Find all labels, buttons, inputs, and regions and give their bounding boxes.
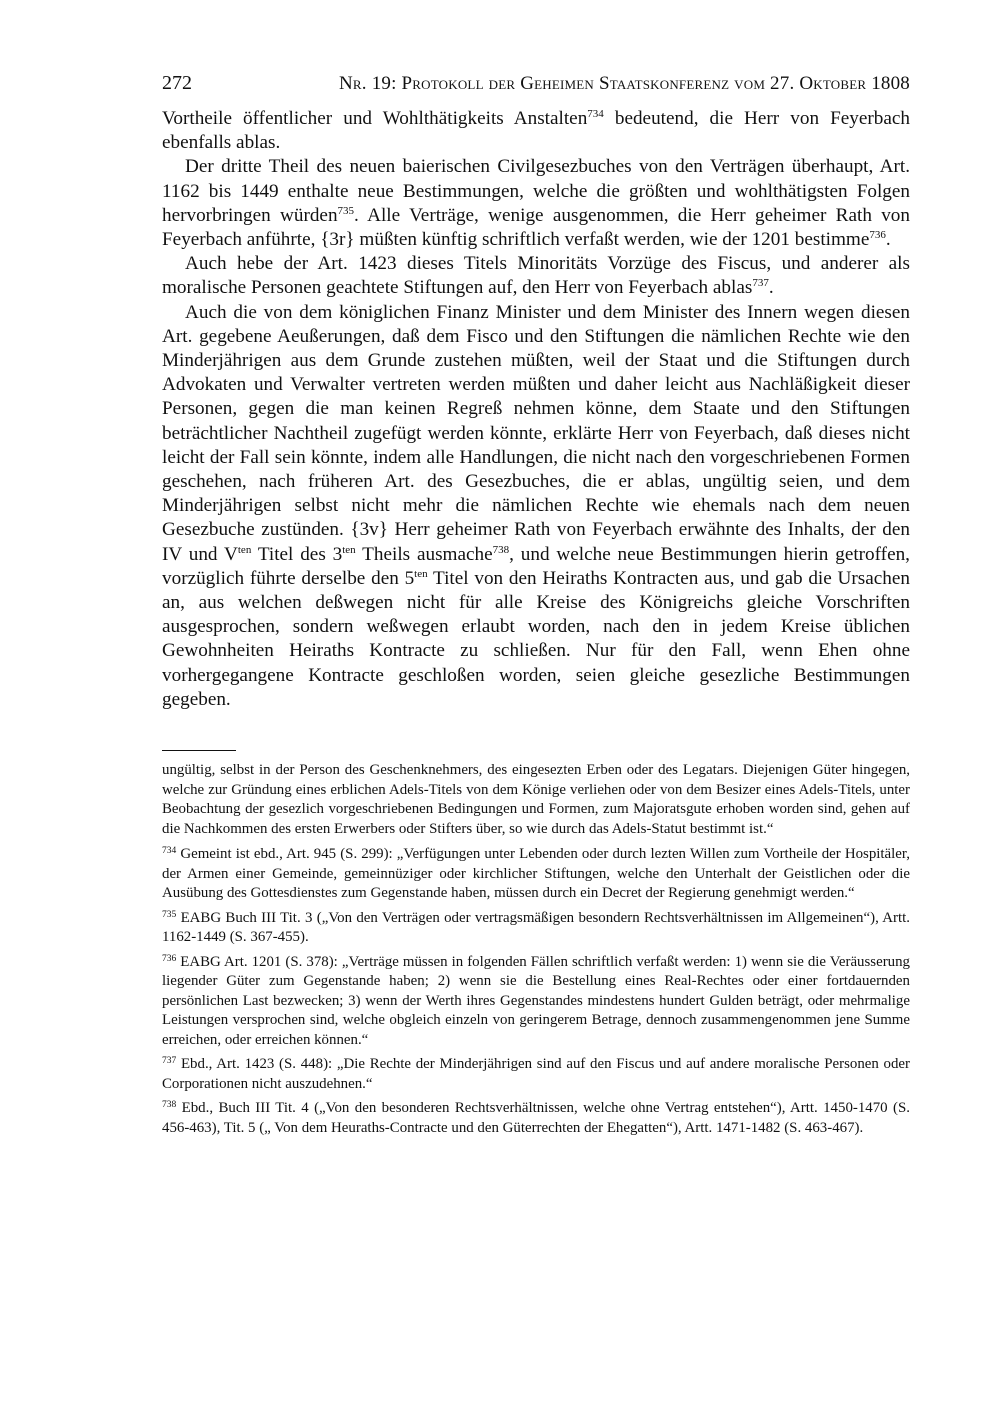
footnotes [162,761,910,1138]
footnote-separator [162,750,236,751]
text-run: Theils ausmache [355,543,493,565]
footnote-738 [162,1099,910,1138]
footnote-number: 734 [162,846,177,857]
footnote-text: Ebd., Buch III Tit. 4 („Von den besonderen Rechtsverhältnissen, welche ohne Vertrag entstehen“), Artt. 1450-1470 (S. 456-463), Tit. 5 („ Von dem Heuraths-Contracte und den Güterrechten der Ehegatten“), Artt. 1471-1482 (S. 463-467). [162,1100,910,1136]
paragraph-4 [162,301,910,712]
ordinal-suffix: ten [414,567,428,580]
footnote-number: 736 [162,953,177,964]
footnote-number: 738 [162,1100,177,1111]
footnote-text: Ebd., Art. 1423 (S. 448): „Die Rechte der Minderjährigen sind auf den Fiscus und auf andere moralische Personen oder Corporationen nicht auszudehnen.“ [162,1056,910,1092]
text-run: . Alle Verträge, wenige ausgenommen, die Herr geheimer Rath von Feyerbach anführte, {3r} müßten künftig schriftlich verfaßt werden, wie der 1201 bestimme [162,204,910,251]
footnote-ref[interactable]: 735 [337,204,355,217]
footnote-ref[interactable]: 736 [869,229,886,242]
main-text [162,107,910,712]
text-run: Auch hebe der Art. 1423 dieses Titels Minoritäts Vorzüge des Fiscus, und anderer als moralische Personen geachtete Stiftungen auf, den Herr von Feyerbach ablas [162,253,910,299]
text-run: . [768,277,774,299]
footnote-736 [162,953,910,1051]
footnote-737 [162,1055,910,1094]
footnote-734 [162,845,910,904]
text-run: , und welche neue Bestimmungen hierin getroffen, vorzüglich führte derselbe den 5 [162,543,910,589]
ordinal-suffix: ten [237,543,252,556]
footnote-text: Gemeint ist ebd., Art. 945 (S. 299): „Verfügungen unter Lebenden oder durch lezten Willen zum Vortheile der Hospitäler, der Armen einer Gemeinde, gemeinnüziger oder kirchlicher Stiftungen, welche den Unterhalt der Geistlichen oder die Ausübung des Gottesdienstes zum Gegenstande haben, müssen durch ein Decret der Regierung genehmigt werden.“ [162,846,910,902]
footnote-735 [162,909,910,948]
footnote-ref[interactable]: 734 [587,108,604,120]
paragraph-2 [162,155,910,252]
footnote-ref[interactable]: 737 [752,277,769,290]
document-page [162,70,910,1143]
footnote-number: 737 [162,1056,177,1067]
text-run: Vortheile öffentlicher und Wohlthätigkeits Anstalten [162,108,588,129]
page-header [162,70,910,97]
running-title: Nr. 19: Protokoll der Geheimen Staatskonferenz vom 27. Oktober 1808 [339,73,910,94]
ordinal-suffix: ten [342,543,356,556]
footnote-continuation: ungültig, selbst in der Person des Geschenknehmers, des eingesezten Erben oder des Legatars. Diejenigen Güter hingegen, welche zur Gründung eines erblichen Adels-Titels von dem Könige verliehen oder von dem Besizer eines Adels-Titels, unter Beobachtung der gesezlich vorgeschriebenen Bedingungen und Formen, zum Majoratsgute erhoben worden sind, gehen auf die Nachkommen des ersten Erwerbers oder Stifters über, so wie durch das Adels-Statut bestimmt ist.“ [162,762,910,837]
text-run: Titel von den Heiraths Kontracten aus, und gab die Ursachen an, aus welchen deßwegen nicht für alle Kreise des Königreichs gleiche Vorschriften ausgesprochen, sondern weßwegen erlaubt worden, nach den in jedem Kreise üblichen Gewohnheiten Heiraths Kontracte zu schließen. Nur für den Fall, wenn Ehen ohne vorhergegangene Kontracte geschloßen worden, seien gleiche gesezliche Bestimmungen gegeben. [162,567,910,710]
text-run: Der dritte Theil des neuen baierischen Civilgesezbuches von den Verträgen überhaupt, Art. 1162 bis 1449 enthalte neue Bestimmungen, welche die größten und wohlthätigsten Folgen hervorbringen würden [162,156,910,226]
footnote-text: EABG Art. 1201 (S. 378): „Verträge müssen in folgenden Fällen schriftlich verfaßt werden: 1) wenn sie die Veräusserung liegender Güter zum Gegenstande haben; 2) wenn sie die Bestellung eines Real-Rechtes oder einer fortdauernden persönlichen Last bezwecken; 3) wenn der Werth ihres Gegenstandes mindestens hundert Gulden beträgt, oder mehrmalige Leistungen versprochen sind, welche obgleich einzeln von geringerem Betrage, dennoch zusammengenommen jene Summe erreichen, oder erreichen können.“ [162,953,910,1048]
paragraph-3 [162,252,910,300]
page-number: 272 [162,72,192,94]
footnote-text: EABG Buch III Tit. 3 („Von den Verträgen oder vertragsmäßigen besondern Rechtsverhältnissen im Allgemeinen“), Artt. 1162-1449 (S. 367-455). [162,909,910,946]
paragraph-1 [162,107,910,155]
text-run: Titel des 3 [251,543,343,565]
text-run: . [885,229,891,251]
footnote-number: 735 [162,909,177,920]
footnote-ref[interactable]: 738 [492,543,510,556]
text-run: Auch die von dem königlichen Finanz Minister und dem Minister des Innern wegen diesen Art. gegebene Aeußerungen, daß dem Fisco und den Stiftungen die nämlichen Rechte wie den Minderjährigen aus dem Grunde zustehen müßten, weil der Staat und die Stiftungen durch Advokaten und Verwalter vertreten werden müßten und daher leicht aus Nachläßigkeit dieser Personen, gegen die man keinen Regreß nehmen könne, dem Staate und den Stiftungen beträchtlicher Nachtheil zugefügt werden könnte, erklärte Herr von Feyerbach, daß dieses nicht leicht der Fall sein könnte, indem alle Handlungen, die nicht nach den vorgeschriebenen Formen geschehen, nach früheren Art. des Gesezbuches, die er ablas, ungültig seien, und dem Minderjährigen selbst nicht mehr die nämlichen Rechte wie ehemals nach dem neuen Gesezbuche zustünden. {3v} Herr geheimer Rath von Feyerbach erwähnte des Inhalts, der den IV und V [162,301,910,565]
text-run: bedeutend, die Herr von Feyerbach ebenfalls ablas. [162,108,910,154]
